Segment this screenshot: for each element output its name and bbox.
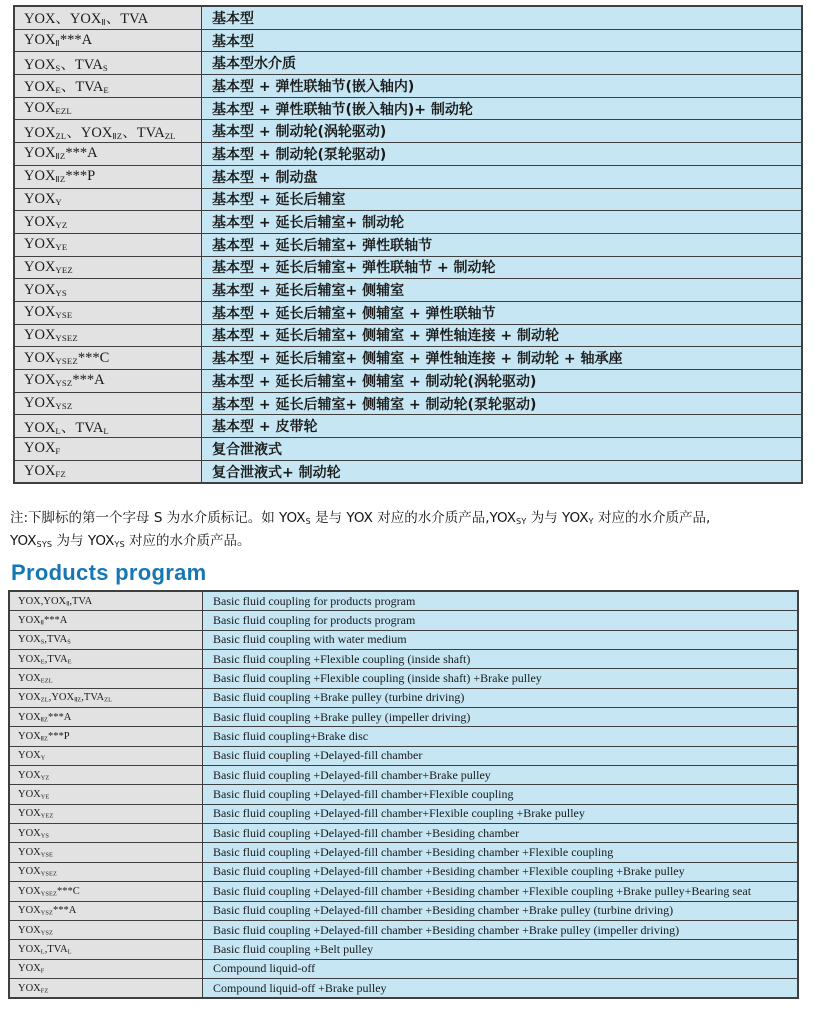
table-row <box>9 591 798 611</box>
model-cell: $YOX_F$ <box>9 959 203 978</box>
table-row <box>14 415 802 438</box>
model-cell: $YOX_{ZL}$、$YOX_{ⅡZ}$、$TVA_{ZL}$ <box>14 120 202 143</box>
description-cell: 基本型 + 延长后辅室+ 侧辅室 + 弹性联轴节 <box>202 301 803 324</box>
description-cell: 基本型 + 弹性联轴节(嵌入轴内) <box>202 75 803 98</box>
table-row <box>14 392 802 415</box>
table-row <box>14 211 802 234</box>
model-cell: $YOX_{ZL},YOX_{ⅡZ},TVA_{ZL}$ <box>9 688 203 707</box>
table-row <box>9 882 798 901</box>
table-row <box>9 824 798 843</box>
description-cell: Basic fluid coupling for products program <box>203 591 799 611</box>
description-cell: Basic fluid coupling +Delayed-fill chamber +Besiding chamber +Flexible coupling +Brake pulley+Bearing seat <box>203 882 799 901</box>
table-row <box>14 120 802 143</box>
description-cell: Basic fluid coupling +Brake pulley (impeller driving) <box>203 708 799 727</box>
description-cell: Basic fluid coupling +Delayed-fill chamber +Besiding chamber +Brake pulley (turbine driving) <box>203 901 799 920</box>
table-row <box>9 611 798 630</box>
description-cell: Basic fluid coupling +Flexible coupling (inside shaft) <box>203 650 799 669</box>
description-cell: Basic fluid coupling for products program <box>203 611 799 630</box>
description-cell: Basic fluid coupling +Delayed-fill chamber +Besiding chamber +Brake pulley (impeller driving) <box>203 920 799 939</box>
description-cell: 基本型 <box>202 29 803 52</box>
model-cell: $YOX_{YSZ}$ <box>9 920 203 939</box>
model-cell: $YOX_{YSEZ}***C$ <box>9 882 203 901</box>
model-cell: $YOX_{FZ}$ <box>9 978 203 998</box>
description-cell: Basic fluid coupling +Belt pulley <box>203 940 799 959</box>
table-row <box>14 75 802 98</box>
description-cell: 基本型水介质 <box>202 52 803 75</box>
model-cell: $YOX,YOX_Ⅱ,TVA$ <box>9 591 203 611</box>
model-cell: $YOX_{YS}$ <box>14 279 202 302</box>
model-cell: $YOX_{ⅡZ}***A$ <box>9 708 203 727</box>
table-row <box>14 370 802 393</box>
table-row <box>14 347 802 370</box>
table-row <box>9 978 798 998</box>
table-row <box>14 256 802 279</box>
model-cell: $YOX_S,TVA_S$ <box>9 630 203 649</box>
description-cell: Basic fluid coupling +Delayed-fill chamber +Besiding chamber <box>203 824 799 843</box>
model-cell: $YOX_{YSZ}***A$ <box>14 370 202 393</box>
description-cell: Basic fluid coupling +Delayed-fill chamber+Flexible coupling +Brake pulley <box>203 804 799 823</box>
table-row <box>9 804 798 823</box>
model-cell: $YOX_{YSEZ}***C$ <box>14 347 202 370</box>
model-cell: $YOX_L,TVA_L$ <box>9 940 203 959</box>
description-cell: Basic fluid coupling +Delayed-fill chamber+Flexible coupling <box>203 785 799 804</box>
table-row <box>14 165 802 188</box>
model-cell: $YOX_{YZ}$ <box>9 766 203 785</box>
model-cell: $YOX_Y$ <box>9 746 203 765</box>
model-cell: $YOX_{ⅡZ}***P$ <box>14 165 202 188</box>
table-row <box>14 233 802 256</box>
model-cell: $YOX_{EZL}$ <box>9 669 203 688</box>
description-cell: Basic fluid coupling +Delayed-fill chamber +Besiding chamber +Flexible coupling <box>203 843 799 862</box>
description-cell: Basic fluid coupling +Brake pulley (turbine driving) <box>203 688 799 707</box>
description-cell: 基本型 + 延长后辅室+ 弹性联轴节 <box>202 233 803 256</box>
description-cell: 基本型 + 制动盘 <box>202 165 803 188</box>
model-cell: $YOX_{YSZ}$ <box>14 392 202 415</box>
table-row <box>14 279 802 302</box>
description-cell: Basic fluid coupling +Delayed-fill chamber <box>203 746 799 765</box>
description-cell: 基本型 + 弹性联轴节(嵌入轴内)+ 制动轮 <box>202 97 803 120</box>
table-row <box>9 669 798 688</box>
table-row <box>9 650 798 669</box>
description-cell: Basic fluid coupling +Delayed-fill chamber +Besiding chamber +Flexible coupling +Brake pulley <box>203 862 799 881</box>
table-row <box>9 727 798 746</box>
model-cell: YOX、$YOX_Ⅱ$、TVA <box>14 6 202 29</box>
description-cell: Compound liquid-off <box>203 959 799 978</box>
table-row <box>14 324 802 347</box>
table-row <box>9 862 798 881</box>
model-cell: $YOX_{FZ}$ <box>14 460 202 483</box>
model-cell: $YOX_Ⅱ***A$ <box>14 29 202 52</box>
table-row <box>14 143 802 166</box>
model-cell: $YOX_{EZL}$ <box>14 97 202 120</box>
model-cell: $YOX_{YSE}$ <box>9 843 203 862</box>
footnote <box>10 507 806 553</box>
model-cell: $YOX_Ⅱ***A$ <box>9 611 203 630</box>
description-cell: Basic fluid coupling+Brake disc <box>203 727 799 746</box>
table-row <box>9 766 798 785</box>
model-cell: $YOX_{YSE}$ <box>14 301 202 324</box>
model-cell: $YOX_Y$ <box>14 188 202 211</box>
description-cell: 基本型 + 延长后辅室+ 侧辅室 + 制动轮(涡轮驱动) <box>202 370 803 393</box>
model-cell: $YOX_{YEZ}$ <box>9 804 203 823</box>
products-program-heading: Products program <box>11 560 207 585</box>
description-cell: 基本型 <box>202 6 803 29</box>
table-row <box>14 97 802 120</box>
table-row <box>14 301 802 324</box>
model-cell: $YOX_S$、$TVA_S$ <box>14 52 202 75</box>
description-cell: 基本型 + 制动轮(涡轮驱动) <box>202 120 803 143</box>
table-row <box>14 52 802 75</box>
model-cell: $YOX_{YSEZ}$ <box>9 862 203 881</box>
table-row <box>9 746 798 765</box>
table-row <box>14 188 802 211</box>
table-row <box>9 688 798 707</box>
model-cell: $YOX_{YZ}$ <box>14 211 202 234</box>
table-row <box>14 438 802 461</box>
description-cell: 基本型 + 延长后辅室+ 侧辅室 + 弹性轴连接 + 制动轮 <box>202 324 803 347</box>
footnote-line-2: $YOX_{SYS}$ 为与 $YOX_{YS}$ 对应的水介质产品。 <box>10 533 251 549</box>
model-cell: $YOX_{YS}$ <box>9 824 203 843</box>
chinese-product-table <box>13 5 803 484</box>
table-row <box>9 940 798 959</box>
description-cell: Compound liquid-off +Brake pulley <box>203 978 799 998</box>
model-cell: $YOX_E$、$TVA_E$ <box>14 75 202 98</box>
model-cell: $YOX_{YEZ}$ <box>14 256 202 279</box>
description-cell: Basic fluid coupling +Flexible coupling (inside shaft) +Brake pulley <box>203 669 799 688</box>
description-cell: Basic fluid coupling with water medium <box>203 630 799 649</box>
table-row <box>9 959 798 978</box>
model-cell: $YOX_{YE}$ <box>9 785 203 804</box>
description-cell: Basic fluid coupling +Delayed-fill chamber+Brake pulley <box>203 766 799 785</box>
model-cell: $YOX_{ⅡZ}***P$ <box>9 727 203 746</box>
description-cell: 基本型 + 制动轮(泵轮驱动) <box>202 143 803 166</box>
model-cell: $YOX_{YSZ}***A$ <box>9 901 203 920</box>
description-cell: 基本型 + 延长后辅室+ 制动轮 <box>202 211 803 234</box>
description-cell: 基本型 + 延长后辅室+ 侧辅室 + 弹性轴连接 + 制动轮 + 轴承座 <box>202 347 803 370</box>
model-cell: $YOX_F$ <box>14 438 202 461</box>
table-row <box>9 785 798 804</box>
description-cell: 基本型 + 皮带轮 <box>202 415 803 438</box>
table-row <box>14 29 802 52</box>
table-row <box>9 630 798 649</box>
table-row <box>9 843 798 862</box>
model-cell: $YOX_E,TVA_E$ <box>9 650 203 669</box>
table-row <box>14 6 802 29</box>
footnote-line-1: 注:下脚标的第一个字母 S 为水介质标记。如 $YOX_S$ 是与 YOX 对应的水介质产品$,YOX_{SY}$ 为与 $YOX_Y$ 对应的水介质产品, <box>10 510 711 526</box>
table-row <box>14 460 802 483</box>
model-cell: $YOX_{YE}$ <box>14 233 202 256</box>
model-cell: $YOX_{YSEZ}$ <box>14 324 202 347</box>
description-cell: 基本型 + 延长后辅室+ 侧辅室 + 制动轮(泵轮驱动) <box>202 392 803 415</box>
table-row <box>9 920 798 939</box>
table-row <box>9 708 798 727</box>
table-row <box>9 901 798 920</box>
description-cell: 基本型 + 延长后辅室+ 弹性联轴节 + 制动轮 <box>202 256 803 279</box>
description-cell: 复合泄液式+ 制动轮 <box>202 460 803 483</box>
model-cell: $YOX_{ⅡZ}***A$ <box>14 143 202 166</box>
description-cell: 基本型 + 延长后辅室+ 侧辅室 <box>202 279 803 302</box>
model-cell: $YOX_L$、$TVA_L$ <box>14 415 202 438</box>
english-product-table <box>8 590 799 999</box>
description-cell: 复合泄液式 <box>202 438 803 461</box>
description-cell: 基本型 + 延长后辅室 <box>202 188 803 211</box>
